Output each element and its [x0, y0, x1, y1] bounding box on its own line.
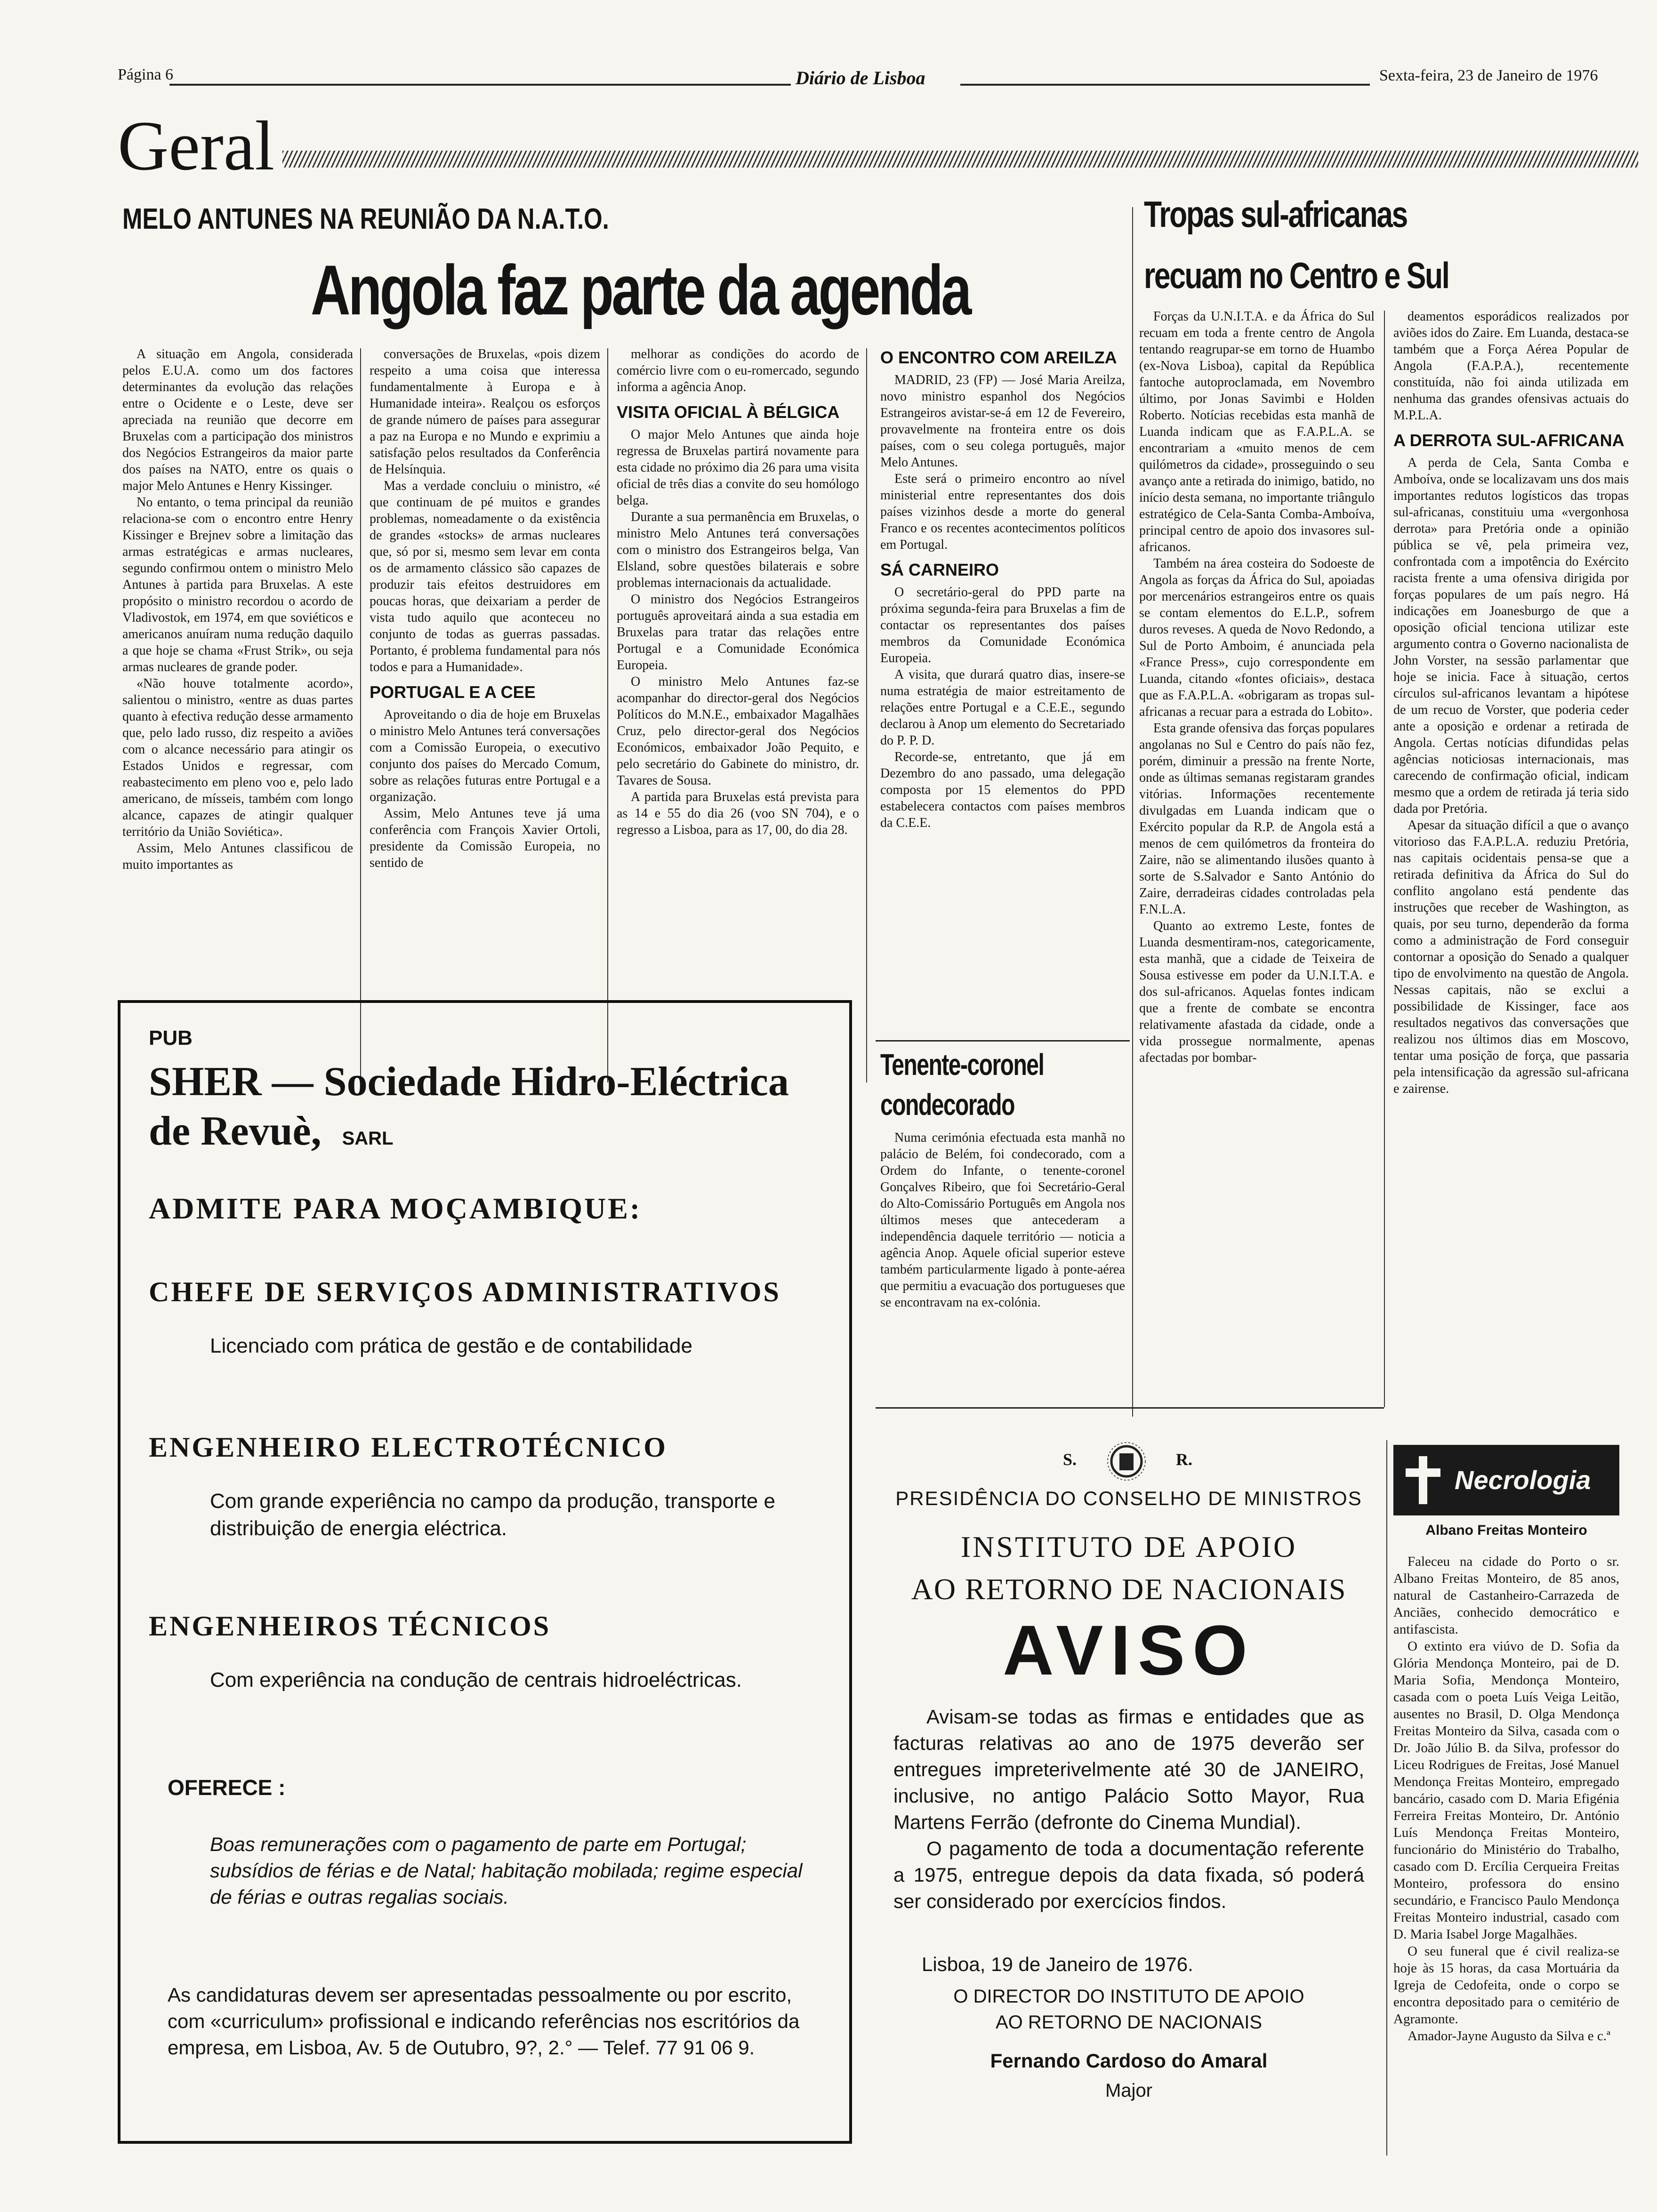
paragraph: O seu funeral que é civil realiza-se hoje às 15 horas, da casa Mortuária da Igreja de Cedofeita, onde o corpo se encontra depositado para o cemitério de Agramonte. — [1393, 1944, 1619, 2027]
article-headline: condecorado — [880, 1088, 1014, 1122]
coat-of-arms-icon — [1105, 1440, 1148, 1483]
application-info: As candidaturas devem ser apresentadas pessoalmente ou por escrito, com «curriculum» profissional e indicando referências nos escritórios da empresa, em Lisboa, Av. 5 de Outubro, 9?, 2.° — Telef. 77 91 06 9. — [168, 1984, 800, 2059]
paragraph: Numa cerimónia efectuada esta manhã no palácio de Belém, foi condecorado, com a Ordem do Infante, o tenente-coronel Gonçalves Ribeiro, que foi Secretário-Geral do Alto-Comissário Português em Angola nos últimos meses que antecederam a independência daquele território — noticia a agência Anop. Aquele oficial superior esteve também particularmente ligado à ponte-aérea que permitiu a evacuação dos portugueses que se encontravam na ex-colónia. — [880, 1130, 1125, 1310]
paragraph: No entanto, o tema principal da reunião relaciona-se com o encontro entre Henry Kissinger e Brejnev sobre a limitação das armas estratégicas e armas nucleares, segundo confirmou ontem o ministro Melo Antunes à partida para Bruxelas. A este propósito o ministro recordou o acordo de Vladivostok, em 1974, em que soviéticos e americanos anuíram numa redução daquilo a que hoje se chama «Frust Strik», ou seja armas nucleares de grande poder. — [122, 495, 353, 674]
article-headline: Tropas sul-africanas — [1144, 193, 1407, 235]
paragraph: A perda de Cela, Santa Comba e Amboíva, onde se localizavam uns dos mais importantes redutos logísticos das tropas sul-africanas, constituiu uma «vergonhosa derrota» para Pretória onde a opinião pública se vê, pela primeira vez, confrontada com a impotência do Exército racista frente a uma ofensiva dirigida por forças populares de um país negro. Há indicações em Joanesburgo de que a oposição oficial tenciona utilizar este argumento contra o Governo nacionalista de John Vorster, na sessão parlamentar que hoje se inicia. Face à situação, certos círculos sul-africanos levantam a hipótese de um recuo de Vorster, que poderia ceder ante a oposição e ordenar a retirada de Angola. Certas notícias difundidas pelas agências noticiosas internacionais, mas carecendo de confirmação oficial, indicam mesmo que a ordem de retirada já teria sido dada por Pretória. — [1393, 456, 1629, 816]
job-description: Licenciado com prática de gestão e de contabilidade — [210, 1334, 692, 1357]
obituary-label: Necrologia — [1455, 1465, 1591, 1495]
paragraph: Apesar da situação difícil a que o avanço vitorioso das F.A.P.L.A. reduziu Pretória, nas capitais ocidentais pensa-se que a retirada definitiva da África do Sul do conflito angolano está pendente das instruções que receber de Washington, as quais, por seu turno, dependerão da forma como a administração de Ford conseguir contornar a oposição do Senado a qualquer tipo de envolvimento na questão de Angola. Nessas capitais, não se exclui a possibilidade de Kissinger, face aos resultados negativos das conversações que realizou nos últimos dias em Moscovo, tentar uma posição de força, que passaria pela intensificação da agressão sul-africana e zairense. — [1393, 818, 1629, 1096]
paragraph: A partida para Bruxelas está prevista para as 14 e 55 do dia 26 (voo SN 704), e o regresso a Lisboa, para as 17, 00, do dia 28. — [617, 790, 859, 837]
offers-label: OFERECE : — [168, 1775, 286, 1800]
paragraph: O ministro Melo Antunes faz-se acompanhar do director-geral dos Negócios Políticos do M.N.E., embaixador Magalhães Cruz, pelo director-geral dos Negócios Económicos, embaixador João Pequito, e pelo secretário do Gabinete do ministro, dr. Tavares de Sousa. — [617, 674, 859, 788]
masthead-rule — [960, 84, 1370, 86]
column-divider — [1132, 207, 1133, 1417]
column-divider — [607, 348, 608, 1082]
notice-signatory: Fernando Cardoso do Amaral — [990, 2050, 1268, 2072]
article-headline: Angola faz parte da agenda — [311, 250, 970, 329]
paragraph: A situação em Angola, considerada pelos E.U.A. como um dos factores determinantes da evolução das relações entre o Ocidente e o Leste, deve ser apreciada na reunião que decorre em Bruxelas com a participação dos ministros dos Negócios Estrangeiros da maior parte dos países na NATO, entre os quais o major Melo Antunes e Henry Kissinger. — [122, 347, 353, 493]
section-hatch-rule — [282, 151, 1638, 168]
ad-heading: ADMITE PARA MOÇAMBIQUE: — [149, 1192, 642, 1225]
job-description: Com grande experiência no campo da produção, transporte e distribuição de energia eléctrica. — [210, 1490, 775, 1540]
offers-text: Boas remunerações com o pagamento de parte em Portugal; subsídios de férias e de Natal; habitação mobilada; regime especial de férias e outras regalias sociais. — [210, 1833, 803, 1908]
article-column-2 — [1393, 308, 1629, 1097]
paragraph: Quanto ao extremo Leste, fontes de Luanda desmentiram-nos, categoricamente, esta manhã, que a cidade de Teixeira de Sousa estivesse em poder da U.N.I.T.A. e dos sul-africanos. Aquelas fontes indicam que a frente de combate se encontra relativamente afastada da cidade, onde a vida prossegue normalmente, apenas afectadas por bombar- — [1139, 919, 1375, 1065]
cross-icon — [1402, 1454, 1444, 1506]
notice-rank: Major — [1105, 2080, 1153, 2101]
article-column — [880, 1130, 1125, 1311]
section-title: Geral — [118, 107, 275, 185]
job-title: ENGENHEIRO ELECTROTÉCNICO — [149, 1432, 668, 1463]
paragraph: conversações de Bruxelas, «pois dizem respeito a uma coisa que interessa fundamentalmente à Europa e à Humanidade inteira». Realçou os esforços de grande número de países para assegurar a paz na Europa e no Mundo e exprimiu a satisfação pelos resultados da Conferência de Helsínquia. — [370, 347, 600, 477]
subheading: O ENCONTRO COM AREILZA — [880, 348, 1117, 367]
notice-title: AVISO — [1003, 1611, 1255, 1690]
job-title: CHEFE DE SERVIÇOS ADMINISTRATIVOS — [149, 1276, 781, 1307]
ad-label: PUB — [149, 1026, 193, 1050]
column-divider — [360, 348, 361, 1082]
notice-r: R. — [1176, 1450, 1192, 1469]
paragraph: Recorde-se, entretanto, que já em Dezembro do ano passado, uma delegação composta por 15 elementos do PPD estabelecera contactos com países membros da C.E.E. — [880, 750, 1125, 830]
paragraph: Faleceu na cidade do Porto o sr. Albano Freitas Monteiro, de 85 anos, natural de Castanheiro-Carrazeda de Anciães, conhecido democrático e antifascista. — [1393, 1554, 1619, 1637]
masthead-rule — [169, 84, 791, 86]
paragraph: «Não houve totalmente acordo», salientou o ministro, «entre as duas partes quanto à efectiva redução desse armamento que, pelo lado russo, diz respeito a aviões com o alcance necessário para atingir os Estados Unidos e regressar, com reabastecimento em pleno voo e, pelo lado americano, de mísseis, também com longo alcance, capazes de atingir qualquer território da União Soviética». — [122, 676, 353, 839]
paragraph: O extinto era viúvo de D. Sofia da Glória Mendonça Monteiro, pai de D. Maria Sofia, Mendonça Monteiro, casada com o poeta Luís Veiga Leitão, ausentes no Brasil, D. Olga Mendonça Freitas Monteiro da Silva, casada com o Dr. João Júlio B. da Silva, professor do Liceu Rodrigues de Freitas, José Manuel Mendonça Freitas Monteiro, empregado bancário, casado com D. Maria Efigénia Ferreira Freitas Monteiro, Dr. António Luís Mendonça Freitas Monteiro, funcionário do Ministério do Trabalho, casado com D. Ercília Cerqueira Freitas Monteiro, professora do ensino secundário, e Francisco Paulo Mendonça Freitas Monteiro industrial, casado com D. Maria Isabel Jorge Magalhães. — [1393, 1639, 1619, 1942]
company-name-text: SHER — Sociedade Hidro-Eléctrica de Revuè, — [149, 1059, 789, 1154]
paragraph: O secretário-geral do PPD parte na próxima segunda-feira para Bruxelas a fim de contactar os representantes dos países membros da Comunidade Económica Europeia. — [880, 585, 1125, 665]
notice-body: O pagamento de toda a documentação referente a 1975, entregue depois da data fixada, só poderá ser considerado por exercícios findos. — [893, 1837, 1364, 1912]
column-divider — [1384, 311, 1385, 1407]
subheading: SÁ CARNEIRO — [880, 560, 999, 579]
job-description: Com experiência na condução de centrais hidroeléctricas. — [210, 1668, 742, 1691]
paragraph: MADRID, 23 (FP) — José Maria Areilza, novo ministro espanhol dos Negócios Estrangeiros avistar-se-á em 12 de Fevereiro, provavelmente na fronteira entre os dois países, com o seu colega português, major Melo Antunes. — [880, 373, 1125, 470]
paragraph: melhorar as condições do acordo de comércio livre com o eu-romercado, segundo informa a agência Anop. — [617, 347, 859, 394]
paragraph: Este será o primeiro encontro ao nível ministerial entre representantes dos dois países vizinhos desde a morte do general Franco e os recentes acontecimentos políticos em Portugal. — [880, 472, 1125, 552]
notice-presidency: PRESIDÊNCIA DO CONSELHO DE MINISTROS — [895, 1487, 1362, 1509]
article-column-3 — [617, 346, 859, 838]
paragraph: O ministro dos Negócios Estrangeiros português aproveitará ainda a sua estadia em Bruxelas para tratar das relações entre Portugal e a Comunidade Económica Europeia. — [617, 592, 859, 673]
article-separator — [876, 1040, 1130, 1042]
issue-date: Sexta-feira, 23 de Janeiro de 1976 — [1379, 67, 1598, 84]
article-headline: recuam no Centro e Sul — [1144, 255, 1449, 296]
column-divider — [1386, 1440, 1387, 2156]
article-headline: Tenente-coronel — [880, 1048, 1044, 1082]
notice-institute: AO RETORNO DE NACIONAIS — [911, 1572, 1347, 1606]
company-name — [149, 1057, 827, 1156]
paragraph: Amador-Jayne Augusto da Silva e c.ª — [1408, 2028, 1611, 2044]
notice-institute: INSTITUTO DE APOIO — [960, 1530, 1297, 1563]
notice-separator — [876, 1407, 1384, 1409]
paragraph: A visita, que durará quatro dias, insere-se numa estratégia de maior estreitamento de relações entre Portugal e a C.E.E., segundo declarou à Anop um elemento do Secretariado do P. P. D. — [880, 667, 1125, 748]
article-kicker: MELO ANTUNES NA REUNIÃO DA N.A.T.O. — [122, 203, 609, 235]
subheading: PORTUGAL E A CEE — [370, 682, 536, 702]
notice-signoff: O DIRECTOR DO INSTITUTO DE APOIO — [953, 1986, 1304, 2007]
subheading: VISITA OFICIAL À BÉLGICA — [617, 402, 840, 422]
official-notice — [875, 1440, 1383, 2156]
job-advertisement — [118, 1000, 852, 2144]
article-column-2 — [370, 346, 600, 871]
paragraph: Esta grande ofensiva das forças populares angolanas no Sul e Centro do país não fez, porém, diminuir a pressão na frente Norte, onde as últimas semanas registaram grandes vitórias. Informações recentemente divulgadas em Luanda indicam que o Exército popular da R.P. de Angola está a menos de cem quilómetros da fronteira do Zaire, não se alimentando ilusões quanto à sorte de S.Salvador e Santo António do Zaire, derradeiras cidades controladas pela F.N.L.A. — [1139, 721, 1375, 917]
job-title: ENGENHEIROS TÉCNICOS — [149, 1611, 551, 1642]
paragraph: Durante a sua permanência em Bruxelas, o ministro Melo Antunes terá conversações com o ministro dos Estrangeiros belga, Van Elsland, sobre questões bilaterais e sobre problemas internacionais da actualidade. — [617, 510, 859, 590]
paragraph: Aproveitando o dia de hoje em Bruxelas o ministro Melo Antunes terá conversações com a Comissão Europeia, o executivo conjunto dos países do Mercado Comum, sobre as relações futuras entre Portugal e a organização. — [370, 707, 600, 804]
notice-s: S. — [1063, 1450, 1077, 1469]
notice-body: Avisam-se todas as firmas e entidades que as facturas relativas ao ano de 1975 deverão ser entregues impreterivelmente até 30 de JANEIRO, inclusive, no antigo Palácio Sotto Mayor, Rua Martens Ferrão (defronte do Cinema Mundial). — [893, 1706, 1364, 1833]
paragraph: Forças da U.N.I.T.A. e da África do Sul recuam em toda a frente centro de Angola tentando reagrupar-se em torno de Huambo (ex-Nova Lisboa), capital da República fantoche autoproclamada, em Novembro último, por Jonas Savimbi e Holden Roberto. Notícias recebidas esta manhã de Luanda indicam que as F.A.P.L.A. se encontrariam a «muito menos de cem quilómetros da cidade», prosseguindo o seu avanço ante a retirada do inimigo, batido, no início desta semana, no importante triângulo estratégico de Cela-Santa Comba-Amboíva, principal centro de apoio dos invasores sul-africanos. — [1139, 309, 1375, 554]
obituary-text — [1393, 1553, 1619, 2044]
paragraph: Assim, Melo Antunes classificou de muito importantes as — [122, 841, 353, 872]
article-column-1 — [1139, 308, 1375, 1066]
column-divider — [866, 348, 867, 1082]
page-number: Página 6 — [118, 66, 174, 83]
paragraph: O major Melo Antunes que ainda hoje regressa de Bruxelas partirá novamente para esta cidade no próximo dia 26 para uma visita oficial de três dias a convite do seu homólogo belga. — [617, 427, 859, 508]
notice-place-date: Lisboa, 19 de Janeiro de 1976. — [922, 1953, 1193, 1975]
obituary-name: Albano Freitas Monteiro — [1425, 1523, 1587, 1538]
article-column-4 — [880, 348, 1125, 831]
paragraph: Mas a verdade concluiu o ministro, «é que continuam de pé muitos e grandes problemas, nomeadamente o da existência de grandes «stocks» de armas nucleares que, só por si, mesmo sem levar em conta os de armamento clássico são capazes de produzir tais efeitos destruidores em poucas horas, que deixariam a perder de vista tudo aquilo que aconteceu no conjunto de todas as guerras passadas. Portanto, é problema fundamental para nós todos e para a Humanidade». — [370, 479, 600, 674]
subheading: A DERROTA SUL-AFRICANA — [1393, 431, 1625, 450]
paragraph: Assim, Melo Antunes teve já uma conferência com François Xavier Ortoli, presidente da Comissão Europeia, no sentido de — [370, 806, 600, 870]
obituary-banner — [1393, 1445, 1619, 1515]
paragraph: deamentos esporádicos realizados por aviões idos do Zaire. Em Luanda, destaca-se também que a Força Aérea Popular de Angola (F.A.P.A.), recentemente constituída, não foi ainda utilizada em nenhuma das grandes ofensivas actuais do M.P.L.A. — [1393, 309, 1629, 423]
paragraph: Também na área costeira do Sodoeste de Angola as forças da África do Sul, apoiadas por mercenários estrangeiros entre os quais se contam elementos do E.L.P., sofrem duros reveses. A queda de Novo Redondo, a Sul de Porto Amboim, é anunciada pela «France Press», cujo correspondente em Luanda, citando «fontes oficiais», destaca que as F.A.P.L.A. «obrigaram as tropas sul-africanas a recuar para a estrada do Lobito». — [1139, 556, 1375, 719]
company-type: SARL — [342, 1128, 394, 1149]
article-column-1 — [122, 346, 353, 873]
newspaper-name: Diário de Lisboa — [796, 67, 925, 88]
notice-signoff: AO RETORNO DE NACIONAIS — [995, 2012, 1262, 2033]
